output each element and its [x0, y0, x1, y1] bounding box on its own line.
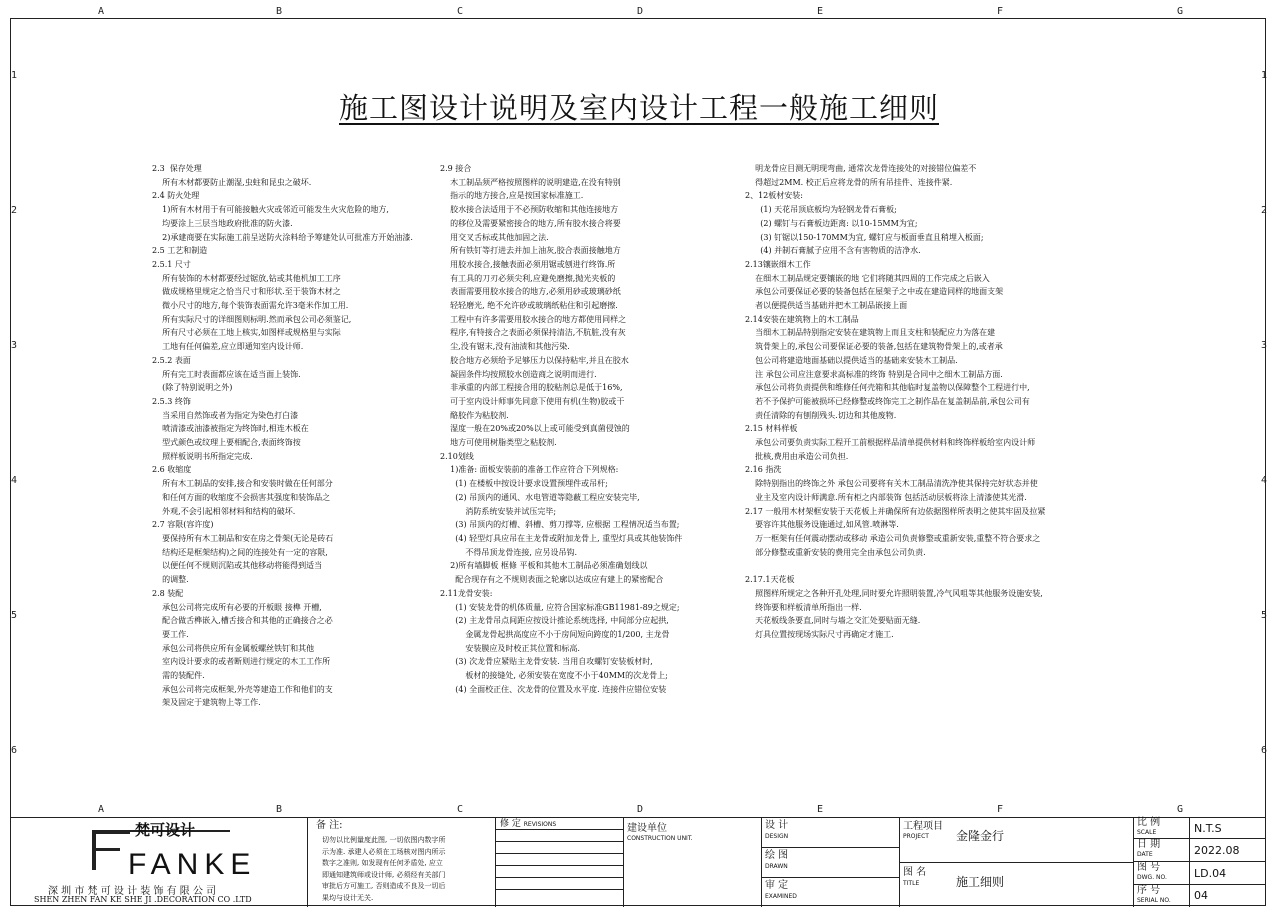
title-block: [10, 817, 1266, 907]
grid-row-label: 3: [11, 340, 18, 351]
grid-col-label: D: [637, 804, 644, 815]
grid-col-label: A: [98, 6, 105, 17]
page-title-text: 施工图设计说明及室内设计工程一般施工细则: [338, 91, 939, 125]
drawing-title: 施工细则: [956, 875, 1005, 889]
grid-row-label: 5: [1261, 610, 1268, 621]
examined-en: EXAMINED: [765, 893, 797, 900]
signoff-cell: [762, 818, 900, 907]
notes-title: 备 注:: [316, 820, 343, 831]
grid-row-label: 3: [1261, 340, 1268, 351]
company-name-en: SHEN ZHEN FAN KE SHE JI .DECORATION CO .LTD: [34, 895, 252, 904]
project-label-cn: 工程项目: [903, 821, 943, 832]
grid-col-label: G: [1177, 6, 1184, 17]
spec-column-3: 明龙骨应目测无明现弯曲, 通常次龙骨连接处的对接错位偏差不 得超过2MM. 校正后应将龙骨的所有吊挂件、连接件紧. 2、12板材安装: (1) 天花吊顶底板均为轻钢龙骨石膏板; (2) 螺钉与石膏板边距离: 以10-15MM为宜; (3) 钉锯以150-170MM为宜, 螺钉应与板面垂直且稍埋入板面; (4) 并制石膏腻子应用不含有害物质的洁净水. 2.13镶嵌细木工作 在细木工制品规定要镶嵌的地 它们将随其四周的工作完成之后嵌入 承包公司要保证必要的装备包括在屋架子之中或在建造同样的地面支架 者以便提供适当基础并把木工制品嵌接上面 2.14安装在建筑物上的木工制品 当细木工制品特别指定安装在建筑物上而且支柱和装配应力为落在建 筑骨架上的,承包公司要保证必要的装备,包括在建筑物骨架上的,或者承 包公司将建造地面基础以提供适当的基础来安装木工制品. 注 承包公司应注意要求高标准的终饰 特别是合同中之细木工制品方面. 承包公司将负责提供和维修任何壳箱和其他临时复盖物以保障整个工程进行中, 若不予保护可能被损坏已经修整或终饰完工之制作品在复盖制品前,承包公司有 责任清除的有刨削残头.切边和其他废物. 2.15 材料样板 承包公司要负责实际工程开工前根据样品清单提供材料和终饰样板给室内设计师 批核,费用由承造公司负担. 2.16 指洗 除特别指出的终饰之外 承包公司要将有关木工制品清洗净使其保持完好状态并使 业主及室内设计师满意.所有柜之内部装饰 包括活动层板将涂上清漆使其光滑. 2.17 一般用木材架框安装于天花板上并确保所有边依据图样所表明之使其牢固及拉紧 要容许其他服务设施通过,如风管.喷淋等. 万一框架有任何震动摆动或移动 承造公司负责修整或重新安装,重整不符合要求之 部分修整或重新安装的费用完全由承包公司负责. 2.17.1天花板 照图样所规定之各种开孔处理,同时要允许照明装置,冷气风咀等其他服务设施安装, 终饰要和样板清单所指出一样. 天花板线条要直,同时与墙之交汇处要贴面无缝. 灯具位置按现场实际尺寸再确定才施工.: [745, 164, 1046, 639]
grid-row-label: 1: [1261, 70, 1268, 81]
dwg-label-en: DWG. NO.: [1137, 874, 1167, 881]
company-name-cn: 深 圳 市 梵 可 设 计 装 饰 有 限 公 司: [48, 886, 217, 897]
grid-col-label: C: [457, 804, 464, 815]
title-label-en: TITLE: [903, 880, 920, 887]
logo-cn: 梵可设计: [135, 821, 196, 839]
notes-text: 切勿以比例量度此图, 一切依图内数字所 示为准. 承建人必须在工场核对图内所示 数字之准则, 如发现有任何矛盾处, 应立 即通知建筑师或设计师, 必须经有关部门 审批后方可施工, 否则造成不良及一切后 果均与设计无关.: [322, 836, 446, 902]
dwg-value: LD.04: [1194, 867, 1227, 880]
serial-value: 04: [1194, 889, 1208, 902]
grid-col-label: E: [817, 6, 824, 17]
date-value: 2022.08: [1194, 844, 1240, 857]
grid-row-label: 2: [11, 205, 18, 216]
grid-col-label: C: [457, 6, 464, 17]
construction-unit-en: CONSTRUCTION UNIT.: [627, 835, 693, 842]
grid-row-label: 4: [1261, 475, 1268, 486]
company-logo-cell: [10, 818, 308, 907]
design-en: DESIGN: [765, 833, 789, 840]
grid-row-label: 1: [11, 70, 18, 81]
construction-unit-cell: [624, 818, 762, 907]
scale-label-cn: 比 例: [1137, 817, 1161, 828]
grid-row-label: 5: [11, 610, 18, 621]
spec-column-1: 2.3 保存处理 所有木材都要防止潮湿,虫蛀和昆虫之破坏. 2.4 防火处理 1)所有木材用于有可能接触火灾或邻近可能发生火灾危险的地方, 均要涂上三层当地政府批准的防火漆. 2)承建商要在实际施工前呈送防火涂料给予筹建处认可批准方开始油漆. 2.5 工艺和制造 2.5.1 尺寸 所有装饰的木材都要经过锯放,钻或其他机加工工序 做成规格里规定之恰当尺寸和形状.至于装饰木材之 微小尺寸的地方,每个装饰表面需允许3毫米作加工用. 所有实际尺寸的详细图则标明.然而承包公司必须鉴记, 所有尺寸必须在工地上核实,如图样或规格里与实际 工地有任何偏差,应立即通知室内设计师. 2.5.2 表面 所有完工时表面都应该在适当面上装饰. (除了特别说明之外) 2.5.3 终饰 当采用自然饰或者为指定为染色打白漆 喷清漆或油漆被指定为终饰时,相连木板在 型式颜色或纹理上要相配合,表面终饰按 照样板说明书所指定完成. 2.6 收缩度 所有木工制品的安排,接合和安装时做在任何部分 和任何方面的收缩度不会损害其强度和装饰品之 外观,不会引起相邻材料和结构的破坏. 2.7 容限(容许度) 要保持所有木工制品和安在房之骨架(无论是砖石 结构还是框架结构)之间的连接处有一定的容限, 以便任何不规则沉陷或其他移动将能得到适当 的调整. 2.8 装配 承包公司将完成所有必要的开板眼 接榫 开槽, 配合做舌榫嵌入,槽舌接合和其他的正确接合之必 要工作. 承包公司将供应所有金属板螺丝铁钉和其他 室内设计要求的或者断则进行规定的木工工作所 需的装配件. 承包公司将完成框架,外壳等建造工作和他们的支 架及固定于建筑物上等工作.: [152, 164, 413, 708]
title-label-cn: 图 名: [903, 867, 927, 878]
logo-en: FANKE: [128, 848, 257, 881]
spec-column-2: 2.9 接合 木工制品须严格按照图样的说明建造,在没有特别 指示的地方接合,应是按国家标准施工. 胶水接合法适用于不必预防收缩和其他连接地方 的移位及需要紧密接合的地方,所有胶水接合将要 用交叉舌标或其他加固之法. 所有铁钉等打进去并加上油灰,胶合表面接触地方 用胶水接合,接触表面必须用锯或刨进行终饰.所 有工具的刀刃必须尖利,应避免磨擦,抛光夹板的 表面需要用胶水接合的地方,必须用砂或玻璃砂纸 轻轻磨光, 绝不允许砂或玻璃纸粘住和引起磨擦. 工程中有许多需要用胶水接合的地方都使用同样之 程序,有特接合之表面必须保持清洁,不肮脏,没有灰 尘,没有锯末,没有油渍和其他污染. 胶合地方必须给予足够压力以保持粘牢,并且在胶水 凝固条件均按照胶水创造商之说明而进行. 非承重的内部工程接合用的胶粘剂总是低于16%, 可于室内设计师事先同意下使用有机(生物)胶或干 酪胶作为粘胶剂. 湿度一般在20%或20%以上或可能受到真菌侵蚀的 地方可使用树脂类型之粘胶剂. 2.10划线 1)准备: 面板安装前的准备工作应符合下列规格: (1) 在楼板中按设计要求设置预埋件或吊杆; (2) 吊顶内的通风、水电管道等隐蔽工程应安装完毕, 消防系统安装并试压完毕; (3) 吊顶内的灯槽、斜槽、剪刀撑等, 应根据 工程情况适当布置; (4) 轻型灯具应吊在主龙骨或附加龙骨上, 重型灯具或其他装饰件 不得吊顶龙骨连接, 应另设吊钩. 2)所有墙脚板 框條 平板和其他木工制品必须准确划线以 配合现存有之不规则表面之轮廓以达成应有建上的紧密配合 2.11龙骨安装: (1) 安装龙骨的机体质量, 应符合国家标准GB11981-89之规定; (2) 主龙骨吊点间距应按设计推论系统选择, 中间部分应起拱, 金属龙骨起拱高度应不小于房间短向跨度的1/200, 主龙骨 安装膜应及时校正其位置和标高. (3) 次龙骨应紧贴主龙骨安装. 当用自攻螺钉安装板材时, 板材的接缝处, 必须安装在宽度不小于40MM的次龙骨上; (4) 全面校正住、次龙骨的位置及水平度. 连接件应错位安装: [440, 164, 683, 694]
project-name: 金隆金行: [956, 829, 1005, 843]
revisions-en: REVISIONS: [523, 821, 557, 828]
grid-col-label: D: [637, 6, 644, 17]
grid-col-label: A: [98, 804, 105, 815]
grid-col-label: F: [997, 804, 1004, 815]
page-title: [0, 86, 1278, 127]
drawing-info-cell: [1134, 818, 1266, 907]
scale-value: N.T.S: [1194, 822, 1222, 835]
grid-row-label: 4: [11, 475, 18, 486]
serial-label-cn: 序 号: [1137, 885, 1161, 896]
revisions-cn: 修 定: [500, 819, 521, 829]
project-label-en: PROJECT: [903, 833, 929, 840]
grid-row-label: 6: [11, 745, 18, 756]
construction-unit-cn: 建设单位: [627, 823, 667, 834]
grid-col-label: E: [817, 804, 824, 815]
examined-cn: 审 定: [765, 880, 789, 891]
revisions-label: [500, 819, 556, 829]
dwg-label-cn: 图 号: [1137, 862, 1161, 873]
drawn-en: DRAWN: [765, 863, 788, 870]
grid-col-label: G: [1177, 804, 1184, 815]
grid-col-label: B: [276, 804, 283, 815]
grid-row-label: 6: [1261, 745, 1268, 756]
date-label-en: DATE: [1137, 851, 1153, 858]
drawn-cn: 绘 图: [765, 850, 789, 861]
revisions-cell: [496, 818, 624, 907]
notes-cell: [308, 818, 496, 907]
serial-label-en: SERIAL NO.: [1137, 897, 1171, 904]
project-cell: [900, 818, 1134, 907]
grid-col-label: F: [997, 6, 1004, 17]
design-cn: 设 计: [765, 820, 789, 831]
grid-col-label: B: [276, 6, 283, 17]
scale-label-en: SCALE: [1137, 829, 1157, 836]
date-label-cn: 日 期: [1137, 839, 1161, 850]
grid-row-label: 2: [1261, 205, 1268, 216]
